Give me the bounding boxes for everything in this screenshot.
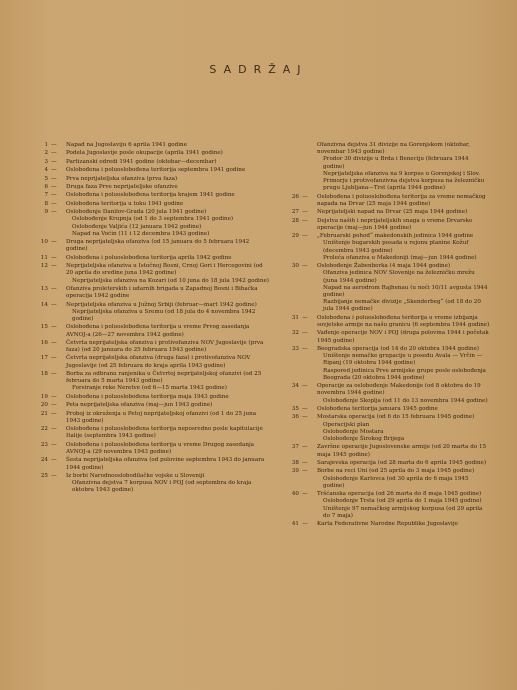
toc-entry-text: Neprijateljska ofanziva u Istočnoj Bosni, Crnoj Gori i Hercegovini (od 20 aprila do sredine juna 1942 godine) <box>66 263 263 277</box>
toc-entry <box>34 340 270 354</box>
toc-entry-text: Oslobođena i poluoslobođena teritorija aprila 1942 godine <box>66 254 232 261</box>
toc-entry-number: 33 <box>291 345 299 352</box>
toc-entry-dash: — <box>51 183 57 190</box>
toc-entry-text: Raspored jedinica Prve armijske grupe posle oslobođenja Beograda (20 oktobra 1944 godine) <box>323 367 486 381</box>
toc-entry-number: 15 <box>40 324 48 331</box>
toc-entry-number: 4 <box>44 167 48 174</box>
toc-entry-text: Prodor 30 divizije u Brda i Beneciju (februara 1944 godine) <box>323 156 469 170</box>
toc-entry-text: Četvrta neprijateljska ofanziva (druga faza) i protivofanziva NOV Jugoslavije (od 25 februara do kraja aprila 1943 godine) <box>66 355 251 369</box>
toc-entry-dash: — <box>51 263 57 270</box>
toc-entry-number: 38 <box>291 459 299 466</box>
toc-entry-text: Razbijanje nemačke divizije „Skenderbeg“ (od 18 do 20 jula 1944 godine) <box>323 299 481 313</box>
toc-entry <box>34 167 270 174</box>
toc-entry-number: 20 <box>40 402 48 409</box>
toc-entry <box>285 218 490 232</box>
toc-entry <box>285 406 490 413</box>
toc-entry-dash: — <box>302 521 308 528</box>
toc-entry-text: Tršćanska operacija (od 26 marta do 8 maja 1945 godine) <box>317 491 482 498</box>
toc-entry-text: Uništenje bugarskih posada u rejonu planine Kožuf (decembra 1943 godine) <box>323 240 469 254</box>
toc-entry-text: Oslobođena teritorija januara 1945 godine <box>317 405 438 412</box>
toc-entry-text: Mostarska operacija (od 6 do 15 februara 1945 godine) <box>317 414 475 421</box>
toc-entry-number: 27 <box>291 209 299 216</box>
toc-entry-dash: — <box>302 217 308 224</box>
toc-entry-dash: — <box>302 459 308 466</box>
toc-entry <box>34 239 270 253</box>
toc-entry-number: 31 <box>291 314 299 321</box>
toc-entry-text: Oslobođenje Skoplja (od 11 do 13 novembra 1944 godine) <box>323 397 488 404</box>
toc-entry-dash: — <box>51 441 57 448</box>
toc-entry-number: 9 <box>44 209 48 216</box>
page-title: SADRŽAJ <box>209 63 308 76</box>
toc-entry-text: Proleća ofanziva u Makedoniji (maj—jun 1944 godine) <box>323 254 477 261</box>
toc-entry-dash: — <box>51 402 57 409</box>
toc-entry <box>34 411 270 425</box>
toc-entry-text: Oslobođena i poluoslobođena teritorija septembra 1941 godine <box>66 167 246 174</box>
toc-entry-dash: — <box>302 345 308 352</box>
toc-entry-text: Oslobođena i poluoslobođena teritorija u vreme Drugog zasedanja AVNOJ-a (29 novembra 1943 godine) <box>66 441 255 456</box>
toc-entry-dash: — <box>302 405 308 412</box>
toc-entry-text: Vađenje operacije NOV i POJ (druga polovina 1944 i početak 1945 godine) <box>317 330 489 344</box>
toc-entry-number: 1 <box>44 142 48 148</box>
toc-entry-number: 24 <box>40 457 48 464</box>
toc-entry <box>34 263 270 285</box>
toc-entry-number: 3 <box>44 158 48 165</box>
toc-entry-text: Oslobođena teritorija u toku 1941 godine <box>66 200 184 207</box>
toc-entry-text: Operacijski plan <box>323 421 370 428</box>
toc-entry <box>34 209 270 238</box>
toc-entry-text: Neprijateljska ofanziva u Južnoj Srbiji (februar—mart 1942 godine) <box>66 301 257 308</box>
toc-entry <box>285 460 490 467</box>
toc-entry-number: 29 <box>291 233 299 240</box>
toc-entry-dash: — <box>51 158 57 165</box>
toc-entry <box>34 192 270 199</box>
toc-entry-text: Borba za odbranu ranjenika u Četvrtoj neprijateljskoj ofanzivi (od 25 februara do 5 marta 1943 godine) <box>66 371 262 385</box>
toc-entry-text: Oslobođena i poluoslobođena teritorija u vreme Prvog zasedanja AVNOJ-a (26—27 novembra 1942 godine) <box>66 324 250 338</box>
toc-entry-dash: — <box>302 414 308 421</box>
toc-entry-text: Oslobođenje Valjića (12 januara 1942 godine) <box>72 223 202 230</box>
toc-entry-text: Ofanzivna dejstva 7 korpusa NOV i POJ (od septembra do kraja oktobra 1943 godine) <box>72 480 252 494</box>
toc-entry-dash: — <box>51 393 57 400</box>
toc-entry-dash: — <box>302 491 308 498</box>
toc-entry <box>285 444 490 458</box>
toc-entry-number: 35 <box>291 405 299 412</box>
toc-left-column <box>34 142 270 496</box>
toc-entry-dash: — <box>51 285 57 292</box>
toc-entry <box>285 330 490 344</box>
toc-entry-number: 32 <box>291 330 299 337</box>
toc-entry <box>285 142 490 192</box>
toc-entry-dash: — <box>51 457 57 464</box>
toc-entry <box>34 159 270 166</box>
toc-entry-number: 18 <box>40 371 48 378</box>
toc-entry-dash: — <box>51 200 57 207</box>
toc-entry-text: Oslobođenje Karlovca (od 30 aprila do 6 maja 1945 godine) <box>323 475 469 489</box>
toc-entry-dash: — <box>302 383 308 390</box>
toc-entry-number: 37 <box>291 444 299 451</box>
toc-entry-text: Uništenje 97 nemačkog armijskog korpusa (od 29 aprila do 7 maja) <box>323 505 483 519</box>
toc-entry-text: Oslobođenje Mostara <box>323 428 384 435</box>
toc-entry <box>285 346 490 382</box>
toc-entry-text: Ofanziva proleterskih i udarnih brigada u Zapadnoj Bosni i Bihaćka operacija 1942 godine <box>66 285 258 300</box>
toc-entry-text: Ofanziva jedinica NOV Slovenije na železničku mrežu (juna 1944 godine) <box>323 270 475 284</box>
toc-entry-text: Uništenje nemačke grupacije u posedu Avala — Vrčin — Ripanj (19 oktobra 1944 godine) <box>323 353 483 367</box>
toc-right-column <box>285 142 490 530</box>
toc-entry <box>34 184 270 191</box>
toc-entry-text: Napad na Jugoslaviju 6 aprila 1941 godine <box>66 142 187 148</box>
toc-entry-dash: — <box>51 167 57 174</box>
toc-entry-text: Beogradska operacija (od 14 do 20 oktobra 1944 godine) <box>317 345 479 352</box>
toc-entry-text: Šesta neprijateljska ofanziva (od polovine septembra 1943 do januara 1944 godine) <box>66 457 265 471</box>
toc-entry-text: Neprijateljska ofanziva na 9 korpus u Gorenjskoj i Slov. Primorju i protivofanzivna dejstva korpusa na železničku prugu Ljubljana—Trst (aprila 1944 godine) <box>323 170 485 192</box>
toc-entry-number: 28 <box>291 217 299 224</box>
toc-entry-number: 12 <box>40 263 48 270</box>
toc-entry-dash: — <box>51 254 57 261</box>
toc-entry <box>34 324 270 338</box>
toc-entry-dash: — <box>51 209 57 216</box>
toc-entry-text: Oslobođenje Širokog Brijega <box>323 435 405 442</box>
toc-entry-text: Forsiranje reke Neretve (od 6—15 marta 1943 godine) <box>72 385 227 392</box>
toc-entry-text: Završne operacije Jugoslovenske armije (od 20 marta do 15 maja 1945 godine) <box>317 444 487 458</box>
toc-entry-text: Oslobođenje Krupnja (od 1 do 3 septembra 1941 godine) <box>72 216 234 223</box>
toc-entry-dash: — <box>51 192 57 199</box>
toc-entry <box>34 302 270 324</box>
toc-entry <box>285 383 490 405</box>
toc-entry-number: 36 <box>291 414 299 421</box>
toc-entry <box>285 491 490 520</box>
toc-entry-dash: — <box>51 175 57 182</box>
toc-entry-text: Druga faza Prve neprijateljske ofanzive <box>66 183 178 190</box>
toc-entry-dash: — <box>302 314 308 321</box>
toc-entry-text: Oslobođena i poluoslobođena teritorija krajem 1941 godine <box>66 192 235 199</box>
toc-entry-text: Napad na aerodrom Rajhenau (u noći 10/11 avgusta 1944 godine) <box>323 284 488 298</box>
toc-entry <box>34 201 270 208</box>
toc-entry-text: Oslobođenje Danilov-Grada (20 jula 1941 godine) <box>66 209 207 216</box>
toc-entry-number: 41 <box>291 521 299 528</box>
toc-entry-dash: — <box>51 142 57 148</box>
toc-entry-number: 23 <box>40 441 48 448</box>
toc-entry-text: Oslobođena i poluoslobođena teritorija za vreme nemačkog napada na Drvar (25 maja 1944 godine) <box>317 193 486 207</box>
toc-entry-text: Neprijateljska ofanziva u Sremu (od 18 jula do 4 novembra 1942 godine) <box>72 308 256 322</box>
toc-entry-dash: — <box>51 473 57 480</box>
toc-entry-dash: — <box>302 468 308 475</box>
toc-entry-dash: — <box>302 209 308 216</box>
toc-entry-text: Borbe na reci Uni (od 25 aprila do 3 maja 1945 godine) <box>317 468 475 475</box>
toc-entry-number: 10 <box>40 239 48 246</box>
toc-entry-number: 26 <box>291 193 299 200</box>
toc-entry <box>34 286 270 300</box>
toc-entry-dash: — <box>302 233 308 240</box>
toc-entry <box>34 473 270 495</box>
toc-entry-text: Dejstva naših i neprijateljskih snaga u vreme Drvarske operacije (maj—jun 1944 godine) <box>317 217 473 231</box>
toc-entry-text: Partizanski odredi 1941 godine (oktobar—decembar) <box>66 158 217 165</box>
toc-entry-dash: — <box>302 263 308 270</box>
toc-entry-text: Neprijateljska ofanziva na Kozari (od 10 juna do 18 jula 1942 godine) <box>72 277 269 284</box>
toc-entry <box>285 194 490 208</box>
toc-entry <box>285 414 490 443</box>
toc-entry <box>34 150 270 157</box>
toc-entry-dash: — <box>51 410 57 417</box>
toc-entry-dash: — <box>51 239 57 246</box>
toc-entry-number: 40 <box>291 491 299 498</box>
toc-entry-number: 7 <box>44 192 48 199</box>
toc-entry <box>34 457 270 471</box>
toc-entry-dash: — <box>51 371 57 378</box>
toc-entry-number: 34 <box>291 383 299 390</box>
toc-entry-text: Neprijateljski napad na Drvar (25 maja 1944 godine) <box>317 209 468 216</box>
toc-entry <box>34 426 270 440</box>
toc-entry <box>285 468 490 490</box>
toc-entry-dash: — <box>302 193 308 200</box>
toc-entry-dash: — <box>51 150 57 157</box>
toc-entry <box>285 315 490 329</box>
toc-entry <box>34 142 270 149</box>
toc-entry-number: 21 <box>40 410 48 417</box>
toc-entry-number: 5 <box>44 175 48 182</box>
toc-entry-text: Podela Jugoslavije posle okupacije (aprila 1941 godine) <box>66 150 223 157</box>
toc-entry <box>34 355 270 369</box>
toc-entry <box>34 402 270 409</box>
toc-entry <box>34 394 270 401</box>
toc-entry-dash: — <box>302 330 308 337</box>
toc-entry-dash: — <box>51 355 57 362</box>
toc-entry-number: 8 <box>44 200 48 207</box>
toc-entry-text: Iz borbi Narodnooslobodilačke vojske u Sloveniji <box>66 473 205 480</box>
toc-entry-text: Sarajevska operacija (od 28 marta do 6 aprila 1945 godine) <box>317 459 487 466</box>
toc-entry-text: Oslobođena i poluoslobođena teritorija u vreme izbijanja sovjetske armije na našu granicu (6 septembra 1944 godine) <box>317 314 490 328</box>
toc-entry-number: 2 <box>44 150 48 157</box>
toc-entry-text: Druga neprijateljska ofanziva (od 15 januara do 5 februara 1942 godine) <box>66 239 250 253</box>
toc-entry-text: Karta Federativne Narodne Republike Jugoslavije <box>317 521 458 528</box>
toc-entry-text: Oslobođena i poluoslobođena teritorija neposredno posle kapitulacije Italije (septembra 1943 godine) <box>66 426 263 440</box>
toc-entry-number: 25 <box>40 473 48 480</box>
toc-entry-number: 11 <box>40 254 48 261</box>
toc-entry <box>285 263 490 313</box>
toc-entry-dash: — <box>51 301 57 308</box>
toc-entry <box>285 233 490 262</box>
toc-entry-dash: — <box>51 339 57 346</box>
toc-entry-number: 17 <box>40 355 48 362</box>
toc-entry-text: Operacije za oslobođenje Makedonije (od 8 oktobra do 19 novembra 1944 godine) <box>317 383 481 397</box>
toc-entry-number: 22 <box>40 426 48 433</box>
toc-entry-number: 13 <box>40 285 48 292</box>
toc-entry-number: 16 <box>40 339 48 346</box>
toc-entry-number: 6 <box>44 183 48 190</box>
toc-entry-text: Ofanzivna dejstva 31 divizije na Gorenjskom (oktobar, novembar 1943 godine) <box>317 142 470 156</box>
toc-entry-text: Oslobođenje Žabenberka (4 maja 1944 godine) <box>317 263 451 270</box>
toc-entry-text: „Februarski pohod“ makedonskih jedinica 1944 godine <box>317 233 474 240</box>
toc-entry-text: Oslobođena i poluoslobođena teritorija maja 1943 godine <box>66 393 229 400</box>
toc-entry <box>34 442 270 456</box>
toc-entry-number: 19 <box>40 393 48 400</box>
toc-entry-text: Prva neprijateljska ofanziva (prva faza) <box>66 175 178 182</box>
toc-entry <box>34 371 270 393</box>
toc-entry-dash: — <box>51 324 57 331</box>
toc-entry-dash: — <box>51 426 57 433</box>
toc-entry-text: Oslobođenje Trsta (od 29 aprila do 1 maja 1945 godine) <box>323 498 482 505</box>
toc-entry-text: Napad na Voćin (11 i 12 decembra 1943 godine) <box>72 230 210 237</box>
toc-entry <box>34 255 270 262</box>
toc-entry-text: Peta neprijateljska ofanziva (maj—jun 1943 godine) <box>66 402 213 409</box>
toc-entry <box>285 521 490 528</box>
toc-entry-number: 30 <box>291 263 299 270</box>
toc-entry <box>285 209 490 216</box>
toc-entry <box>34 176 270 183</box>
toc-entry-number: 39 <box>291 468 299 475</box>
toc-entry-text: Proboj iz okruženja u Petoj neprijateljskoj ofanzivi (od 1 do 25 juna 1943 godine) <box>66 410 257 424</box>
toc-entry-text: Četvrta neprijateljska ofanziva i protivofanziva NOV Jugoslavije (prva faza) (od 20 januara do 25 februara 1943 godine) <box>66 339 264 354</box>
toc-entry-dash: — <box>302 444 308 451</box>
toc-entry-number: 14 <box>40 301 48 308</box>
